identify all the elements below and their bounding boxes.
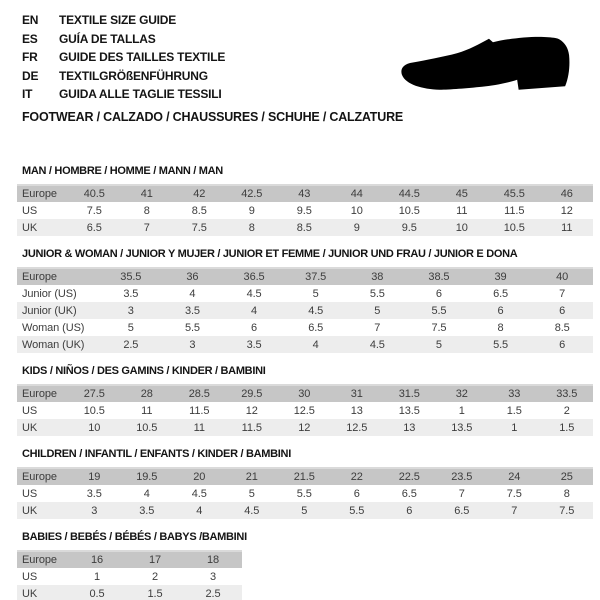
size-cell: 6 [406,504,413,517]
size-cell: 4 [189,287,196,300]
size-cell: 12.5 [346,421,368,434]
size-cell: 6 [251,321,258,334]
language-label: GUÍA DE TALLAS [59,31,156,46]
size-cell: 7.5 [431,321,447,334]
size-table-row [17,402,593,419]
size-cell: 17 [148,554,162,566]
language-code: FR [22,50,38,65]
size-cell: 6 [559,338,566,351]
row-label: Europe [22,271,57,283]
language-row-en [22,11,225,30]
size-cell: 23.5 [451,471,473,483]
section-babies [17,531,593,600]
language-list [22,11,225,104]
size-cell: 7 [559,287,566,300]
size-cell: 5.5 [184,321,200,334]
language-row-it [22,85,225,104]
size-cell: 12 [245,404,258,417]
size-table-header-row [17,268,593,285]
size-table-row [17,485,593,502]
size-cell: 2.5 [123,338,139,351]
size-cell: 13.5 [398,404,420,417]
language-label: TEXTILGRÖßENFÜHRUNG [59,68,208,83]
size-cell: 7 [143,221,150,234]
size-cell: 11 [561,221,573,234]
size-cell: 1 [93,570,101,583]
size-cell: 5 [312,287,319,300]
size-cell: 6 [497,304,504,317]
size-cell: 5 [301,504,308,517]
size-cell: 3 [127,304,134,317]
size-cell: 12 [560,204,573,217]
size-table-row [17,336,593,353]
size-cell: 28.5 [188,388,210,400]
size-cell: 2.5 [205,587,221,600]
size-cell: 35.5 [120,271,142,283]
size-cell: 10.5 [503,221,525,234]
size-cell: 41 [140,188,153,200]
section-title: JUNIOR & WOMAN / JUNIOR Y MUJER / JUNIOR ET FEMME / JUNIOR UND FRAU / JUNIOR E DONA [22,248,518,260]
size-cell: 10 [350,204,363,217]
size-cell: 45.5 [503,188,525,200]
size-table-header-row [17,551,242,568]
size-cell: 3.5 [139,504,155,517]
size-cell: 6.5 [308,321,324,334]
size-cell: 4 [196,504,203,517]
size-cell: 1 [458,404,465,417]
size-cell: 22 [350,471,363,483]
size-cell: 10.5 [136,421,158,434]
size-cell: 8 [143,204,150,217]
language-label: GUIDA ALLE TAGLIE TESSILI [59,87,222,102]
size-cell: 40.5 [83,188,105,200]
size-cell: 5.5 [349,504,365,517]
size-cell: 2 [563,404,570,417]
size-cell: 6 [353,487,360,500]
size-cell: 1.5 [559,421,575,434]
size-cell: 11 [456,204,468,217]
size-cell: 5 [127,321,134,334]
size-cell: 24 [508,471,521,483]
size-cell: 18 [206,554,220,566]
size-cell: 10 [88,421,101,434]
size-cell: 9 [353,221,360,234]
size-cell: 8.5 [191,204,207,217]
size-table-kids [17,384,593,436]
language-code: ES [22,31,38,46]
size-cell: 3.5 [184,304,200,317]
size-cell: 21 [245,471,258,483]
size-cell: 38 [371,271,384,283]
size-cell: 5 [435,338,442,351]
size-cell: 32 [455,388,468,400]
size-table-row [17,502,593,519]
row-label: UK [22,504,38,517]
row-label: Europe [22,471,57,483]
row-label: US [22,487,38,500]
row-label: UK [22,587,38,600]
size-cell: 4.5 [191,487,207,500]
size-cell: 16 [90,554,104,566]
row-label: Junior (US) [22,287,77,300]
section-title: BABIES / BEBÉS / BÉBÉS / BABYS /BAMBINI [22,531,247,543]
language-code: IT [22,87,33,102]
size-cell: 30 [298,388,311,400]
size-cell: 11.5 [189,404,210,417]
size-cell: 5.5 [296,487,312,500]
section-title: MAN / HOMBRE / HOMME / MANN / MAN [22,165,223,177]
size-table-row [17,285,593,302]
row-label: US [22,570,38,583]
size-cell: 31 [350,388,363,400]
size-cell: 44.5 [398,188,420,200]
size-cell: 5 [374,304,381,317]
row-label: Europe [22,388,57,400]
size-cell: 1 [511,421,518,434]
size-cell: 6.5 [454,504,470,517]
size-cell: 13.5 [451,421,473,434]
language-row-fr [22,48,225,67]
size-cell: 2 [151,570,159,583]
size-cell: 9.5 [401,221,417,234]
size-cell: 3.5 [246,338,262,351]
size-cell: 12.5 [293,404,315,417]
size-table-row [17,585,242,600]
size-cell: 13 [350,404,363,417]
size-table-header-row [17,385,593,402]
size-cell: 31.5 [398,388,420,400]
size-table-junior-woman [17,267,593,353]
size-cell: 9.5 [296,204,312,217]
size-cell: 3 [189,338,196,351]
size-cell: 7 [458,487,465,500]
size-cell: 4.5 [308,304,324,317]
size-cell: 42.5 [241,188,263,200]
language-row-es [22,30,225,49]
size-cell: 7 [511,504,518,517]
size-cell: 4.5 [246,287,262,300]
size-cell: 6.5 [493,287,509,300]
size-cell: 8.5 [554,321,570,334]
size-cell: 7.5 [86,204,102,217]
size-cell: 42 [193,188,206,200]
size-table-header-row [17,468,593,485]
row-label: Europe [22,188,57,200]
section-man [17,165,593,236]
size-cell: 22.5 [398,471,420,483]
size-cell: 8 [497,321,504,334]
size-cell: 8.5 [296,221,312,234]
size-table-row [17,319,593,336]
size-table-row [17,568,242,585]
language-row-de [22,67,225,86]
size-cell: 38.5 [428,271,450,283]
size-cell: 12 [298,421,311,434]
size-cell: 5.5 [369,287,385,300]
size-cell: 19 [88,471,101,483]
size-cell: 11.5 [504,204,525,217]
size-cell: 10.5 [83,404,105,417]
size-cell: 6 [435,287,442,300]
size-cell: 13 [403,421,416,434]
size-table-header-row [17,185,593,202]
size-cell: 44 [350,188,363,200]
size-cell: 27.5 [83,388,105,400]
size-cell: 4 [251,304,258,317]
size-cell: 11.5 [241,421,262,434]
language-label: GUIDE DES TAILLES TEXTILE [59,50,226,65]
size-cell: 3.5 [123,287,139,300]
size-cell: 5 [248,487,255,500]
section-kids [17,365,593,436]
size-table-babies [17,550,242,600]
size-cell: 25 [560,471,573,483]
size-cell: 29.5 [241,388,263,400]
size-cell: 4.5 [369,338,385,351]
size-cell: 5.5 [493,338,509,351]
size-cell: 6.5 [401,487,417,500]
size-cell: 6 [559,304,566,317]
size-cell: 7.5 [506,487,522,500]
size-cell: 9 [248,204,255,217]
size-cell: 7 [374,321,381,334]
size-cell: 11 [141,404,153,417]
size-cell: 19.5 [136,471,158,483]
section-children [17,448,593,519]
section-title: KIDS / NIÑOS / DES GAMINS / KINDER / BAMBINI [22,365,266,377]
size-cell: 21.5 [293,471,315,483]
size-cell: 4.5 [244,504,260,517]
size-cell: 3 [209,570,217,583]
size-cell: 0.5 [89,587,105,600]
shoe-icon [398,33,576,93]
size-cell: 7.5 [191,221,207,234]
size-cell: 37.5 [305,271,327,283]
size-cell: 1.5 [147,587,163,600]
size-cell: 28 [140,388,153,400]
size-table-row [17,419,593,436]
size-table-row [17,219,593,236]
size-table-row [17,302,593,319]
row-label: UK [22,221,38,234]
language-code: DE [22,68,39,83]
size-cell: 40 [556,271,569,283]
size-cell: 5.5 [431,304,447,317]
size-cell: 36.5 [243,271,265,283]
row-label: Europe [22,554,57,566]
size-cell: 33.5 [556,388,578,400]
category-title: FOOTWEAR / CALZADO / CHAUSSURES / SCHUHE / CALZATURE [22,110,404,124]
size-cell: 10 [455,221,468,234]
size-cell: 43 [298,188,311,200]
size-cell: 36 [186,271,199,283]
size-cell: 1.5 [506,404,522,417]
size-tables-area [17,165,593,600]
size-cell: 46 [560,188,573,200]
size-cell: 11 [193,421,205,434]
size-cell: 39 [494,271,507,283]
row-label: Woman (UK) [22,338,85,351]
language-code: EN [22,13,39,28]
size-cell: 4 [312,338,319,351]
row-label: US [22,204,38,217]
size-cell: 4 [143,487,150,500]
size-table-children [17,467,593,519]
row-label: US [22,404,38,417]
size-cell: 8 [248,221,255,234]
row-label: UK [22,421,38,434]
size-table-row [17,202,593,219]
size-cell: 3.5 [86,487,102,500]
row-label: Junior (UK) [22,304,77,317]
size-cell: 10.5 [398,204,420,217]
size-cell: 7.5 [559,504,575,517]
size-table-man [17,184,593,236]
size-cell: 8 [563,487,570,500]
size-cell: 33 [508,388,521,400]
section-title: CHILDREN / INFANTIL / ENFANTS / KINDER / BAMBINI [22,448,291,460]
size-cell: 6.5 [86,221,102,234]
language-label: TEXTILE SIZE GUIDE [59,13,177,28]
size-cell: 20 [193,471,206,483]
size-cell: 45 [455,188,468,200]
size-cell: 3 [91,504,98,517]
section-junior-woman [17,248,593,353]
row-label: Woman (US) [22,321,85,334]
